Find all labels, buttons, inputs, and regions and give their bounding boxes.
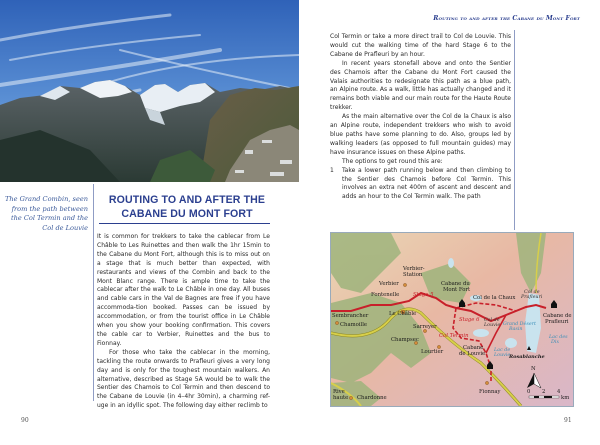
heading-line: CABANE DU MONT FORT bbox=[121, 208, 253, 220]
heading-line: ROUTING TO AND AFTER THE bbox=[108, 194, 266, 206]
page-number: 90 bbox=[21, 417, 29, 424]
list-text: Take a lower path running below and then climbing to the Sentier des Chamois before Col Termin. This involves an extra net 400m of ascent and descent and adds an hour to the Col Termin walk. The path bbox=[342, 166, 511, 201]
paragraph: Col Termin or take a more direct trail to Col de Louvie. This would cut the walking time of the hard Stage 6 to the Cabane de Prafleuri by an hour. bbox=[330, 33, 511, 58]
map-label-verbier-station: Verbier-Station bbox=[403, 266, 425, 278]
right-body-text bbox=[330, 33, 511, 202]
route-map-graphic bbox=[331, 233, 573, 406]
scale-unit: km bbox=[561, 395, 570, 401]
paragraph: In recent years stonefall above and onto the Sentier des Chamois after the Cabane du Mont Fort caused the Valais authorities to redesignate this path as a blue path, an Alpine route. As a walk, little has actually changed and it remains both viable and our main route for the Haute Route trekker. bbox=[330, 59, 511, 112]
map-label-cabane-de-louvie: Cabane de Louvie bbox=[459, 345, 486, 357]
map-label-le-chable: Le Châble bbox=[389, 311, 417, 317]
right-page bbox=[300, 0, 600, 445]
map-label-col-de-prafleuri: Col de Prafleuri bbox=[521, 290, 543, 300]
map-label-col-termin: Col Termin bbox=[439, 333, 469, 339]
map-label-cabane-de-prafleuri: Cabane de Prafleuri bbox=[543, 313, 572, 325]
column-rule bbox=[514, 30, 515, 230]
column-rule bbox=[93, 184, 94, 401]
map-label-grand-desert: Grand Désert Basin bbox=[503, 322, 536, 332]
section-heading bbox=[100, 193, 274, 221]
grand-combin-photo bbox=[0, 0, 299, 182]
route-map bbox=[330, 232, 574, 407]
running-head: Routing to and after the Cabane du Mont Fort bbox=[433, 15, 580, 22]
scale-label: 0 bbox=[527, 389, 531, 395]
numbered-list-item bbox=[330, 167, 511, 203]
map-label-col-de-louvie: Col de Louvie bbox=[484, 318, 501, 328]
map-label-stage-5: Stage 5 bbox=[413, 292, 434, 298]
map-label-chamoille: Chamoille bbox=[340, 322, 368, 328]
photo-caption: The Grand Combin, seen from the path between the Col Termin and the Col de Louvie bbox=[4, 195, 88, 232]
map-label-sembrancher: Sembrancher bbox=[332, 313, 369, 319]
svg-text:N: N bbox=[531, 366, 536, 372]
heading-underline bbox=[99, 223, 270, 224]
paragraph: It is common for trekkers to take the cablecar from Le Châble to Les Ruinettes and then walk the 1hr 15min to the Cabane du Mont Fort, although this is to miss out on a stage that is much better than expected, with restaurants and views of the Combin and back to the Mont Blanc range. There is ample time to take the cablecar after the walk to Le Châble in one day. All buses and cable cars in the Val de Bagnes are free if you have accommoda-tion booked. Passes can be issued by accommodation, or from the tourist office in Le Châble when you show your booking confirmation. This covers the cable car to Verbier, Ruinettes and the bus to Fionnay. bbox=[97, 233, 270, 347]
scale-label: 4 bbox=[557, 389, 561, 395]
map-label-sarreyer: Sarreyer bbox=[413, 324, 437, 330]
map-label-stage-6: Stage 6 bbox=[459, 317, 480, 323]
map-label-lac-de-louvie: Lac de Louvie bbox=[494, 348, 511, 358]
list-number: 1 bbox=[330, 166, 334, 174]
map-label-fontenelle: Fontenelle bbox=[371, 292, 400, 298]
map-label-col-de-la-chaux: Col de la Chaux bbox=[473, 295, 516, 301]
map-label-verbier: Verbier bbox=[379, 281, 399, 287]
paragraph: As the main alternative over the Col de la Chaux is also an Alpine route, independent trekkers who wish to avoid blue paths have some planning to do. Also, groups led by walking leaders (as opposed to full mountain guides) may have insurance issues on these Alpine paths. bbox=[330, 113, 511, 156]
mountain-photo-graphic bbox=[0, 0, 299, 182]
map-label-lourtier: Lourtier bbox=[421, 349, 444, 355]
left-body-text bbox=[97, 233, 270, 411]
scale-label: 2 bbox=[542, 389, 546, 395]
paragraph: The options to get round this are: bbox=[342, 157, 443, 165]
map-label-rosablanche: Rosablanche bbox=[509, 354, 545, 360]
map-label-rive-haute: Rive haute bbox=[333, 389, 349, 401]
map-label-chardonne: Chardonne bbox=[357, 395, 387, 401]
map-label-lac-des-dix: Lac des Dix bbox=[549, 335, 568, 345]
map-label-fionnay: Fionnay bbox=[479, 389, 501, 395]
map-label-cabane-mont-fort: Cabane du Mont Fort bbox=[441, 281, 471, 293]
map-label-champsec: Champsec bbox=[391, 337, 419, 343]
paragraph: For those who take the cablecar in the morning, tackling the route onwards to Prafleuri gives a very long day and is only for the toughest mountain walkers. An alternative, described as Stage 5A would be to walk the Sentier des Chamois to Col Termin and then descend to the Cabane de Louvie (in 4–4hr 30min), a charming ref-uge in an idyllic spot. The following day either reclimb to bbox=[97, 348, 270, 410]
page-number: 91 bbox=[564, 417, 572, 424]
